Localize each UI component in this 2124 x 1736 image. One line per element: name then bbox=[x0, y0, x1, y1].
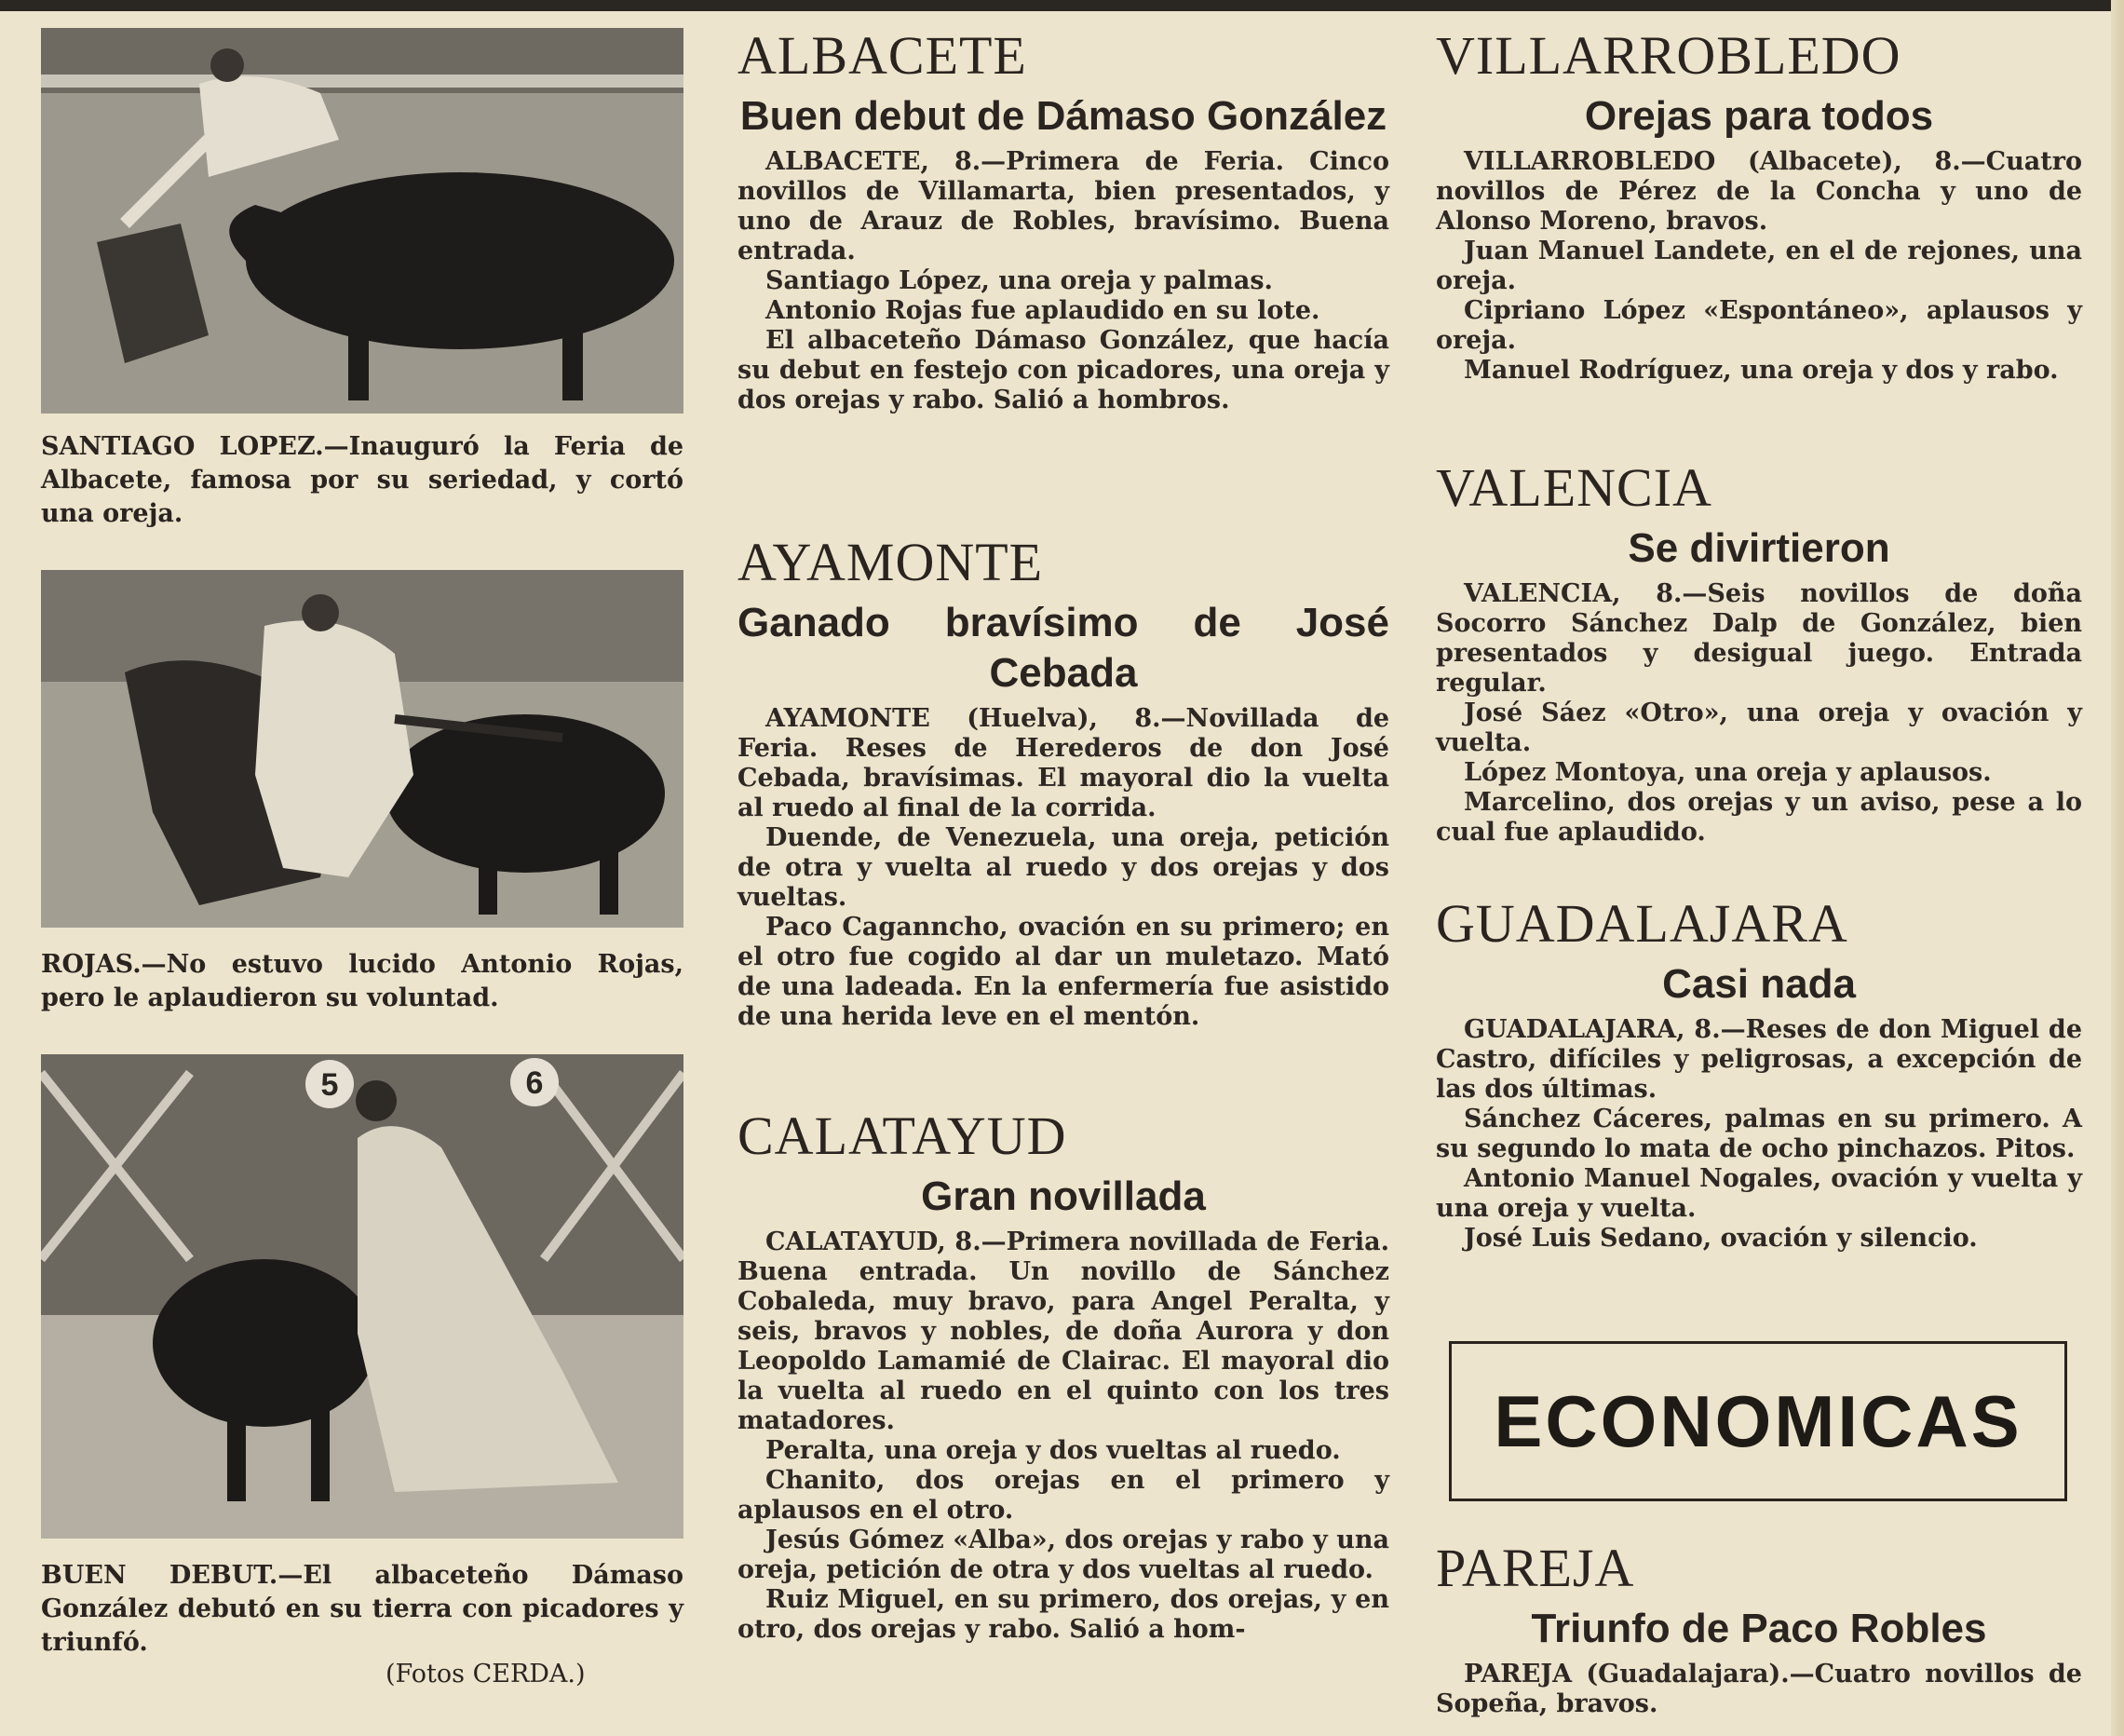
paragraph bbox=[1436, 147, 2082, 237]
dateline: VILLARROBLEDO bbox=[1464, 147, 1716, 176]
paragraph: Chanito, dos orejas en el primero y aplausos en el otro. bbox=[737, 1466, 1389, 1525]
dateline: GUADALAJARA, bbox=[1464, 1015, 1685, 1044]
paragraph bbox=[737, 147, 1389, 266]
paragraph-text: 8.—Primera de Feria. Cinco novillos de Villamarta, bien presentados, y uno de Arauz de Robles, bravísimo. Buena entrada. bbox=[737, 147, 1389, 265]
photo-santiago-lopez bbox=[41, 28, 683, 414]
paragraph-text: (Guadalajara).—Cuatro novillos de Sopeña, bravos. bbox=[1436, 1660, 2082, 1718]
article-albacete bbox=[737, 26, 1389, 415]
caption-text: —No estuvo lucido Antonio Rojas, pero le aplaudieron su voluntad. bbox=[41, 950, 683, 1012]
article-villarrobledo bbox=[1436, 26, 2082, 386]
dateline: CALATAYUD, bbox=[765, 1227, 946, 1256]
kicker-villarrobledo: VILLARROBLEDO bbox=[1436, 25, 1901, 86]
top-rule bbox=[0, 0, 2124, 11]
dateline: PAREJA bbox=[1464, 1660, 1573, 1689]
paragraph: José Luis Sedano, ovación y silencio. bbox=[1464, 1224, 1978, 1253]
photo-rojas bbox=[41, 570, 683, 928]
article-calatayud bbox=[737, 1106, 1389, 1645]
headline-villarrobledo: Orejas para todos bbox=[1584, 93, 1934, 139]
headline-ayamonte: Ganado bravísimo de José Cebada bbox=[737, 600, 1389, 696]
paragraph bbox=[737, 704, 1389, 823]
article-pareja bbox=[1436, 1539, 2082, 1719]
paragraph: López Montoya, una oreja y aplausos. bbox=[1464, 758, 1992, 787]
paragraph: Santiago López, una oreja y palmas. bbox=[765, 266, 1273, 295]
paragraph: Jesús Gómez «Alba», dos orejas y rabo y una oreja, petición de otra y dos vueltas al ruedo. bbox=[737, 1526, 1389, 1584]
caption-text: —El albaceteño Dámaso González debutó en su tierra con picadores y triunfó. bbox=[41, 1561, 683, 1657]
photo-credit: (Fotos CERDA.) bbox=[386, 1660, 586, 1689]
dateline: VALENCIA, bbox=[1464, 579, 1621, 608]
headline-valencia: Se divirtieron bbox=[1628, 525, 1890, 571]
headline-albacete: Buen debut de Dámaso González bbox=[739, 93, 1387, 139]
caption-lead: ROJAS. bbox=[41, 950, 142, 979]
paragraph: Juan Manuel Landete, en el de rejones, una oreja. bbox=[1436, 237, 2082, 295]
paragraph-text: 8.—Primera novillada de Feria. Buena entrada. Un novillo de Sánchez Cobaleda, muy bravo, para Angel Peralta, y seis, bravos y nobles, de doña Aurora y don Leopoldo Lamamié de Clairac. El mayoral dio la vuelta al ruedo en el quinto con los tres matadores. bbox=[737, 1227, 1389, 1435]
kicker-pareja: PAREJA bbox=[1436, 1538, 1635, 1598]
ring-number-5: 5 bbox=[320, 1067, 339, 1103]
caption-rojas bbox=[41, 948, 683, 1015]
caption-lead: SANTIAGO LOPEZ. bbox=[41, 432, 324, 461]
caption-buen-debut bbox=[41, 1559, 683, 1660]
article-valencia bbox=[1436, 458, 2082, 848]
article-ayamonte bbox=[737, 533, 1389, 1032]
paragraph: Antonio Manuel Nogales, ovación y vuelta y una oreja y vuelta. bbox=[1436, 1164, 2082, 1223]
headline-pareja: Triunfo de Paco Robles bbox=[1531, 1606, 1987, 1651]
paragraph-text: 8.—Reses de don Miguel de Castro, difíciles y peligrosas, a excepción de las dos últimas. bbox=[1436, 1015, 2082, 1104]
caption-text: —Inauguró la Feria de Albacete, famosa por su seriedad, y cortó una oreja. bbox=[41, 432, 684, 528]
page-edge bbox=[2111, 0, 2124, 1736]
paragraph bbox=[1436, 1660, 2082, 1719]
paragraph: Sánchez Cáceres, palmas en su primero. A su segundo lo mata de ocho pinchazos. Pitos. bbox=[1436, 1105, 2082, 1163]
paragraph bbox=[1436, 579, 2082, 698]
economicas-ad-box bbox=[1449, 1341, 2067, 1501]
headline-calatayud: Gran novillada bbox=[921, 1173, 1206, 1219]
paragraph: Antonio Rojas fue aplaudido en su lote. bbox=[765, 296, 1320, 325]
ring-number-6: 6 bbox=[525, 1065, 544, 1101]
dateline: AYAMONTE bbox=[765, 704, 930, 733]
headline-guadalajara: Casi nada bbox=[1662, 961, 1856, 1007]
paragraph: Marcelino, dos orejas y un aviso, pese a lo cual fue aplaudido. bbox=[1436, 788, 2082, 847]
caption-lead: BUEN DEBUT. bbox=[41, 1561, 278, 1590]
paragraph: José Sáez «Otro», una oreja y ovación y vuelta. bbox=[1436, 698, 2082, 757]
paragraph: Paco Caganncho, ovación en su primero; en el otro fue cogido al dar un muletazo. Mató de una ladeada. En la enfermería fue asistido de una herida leve en el mentón. bbox=[737, 913, 1389, 1031]
kicker-albacete: ALBACETE bbox=[737, 25, 1027, 86]
paragraph: El albaceteño Dámaso González, que hacía su debut en festejo con picadores, una oreja y dos orejas y rabo. Salió a hombros. bbox=[737, 326, 1389, 414]
dateline: ALBACETE, bbox=[765, 147, 929, 176]
kicker-ayamonte: AYAMONTE bbox=[737, 532, 1044, 592]
caption-santiago-lopez bbox=[41, 430, 683, 531]
paragraph bbox=[1436, 1015, 2082, 1105]
paragraph: Manuel Rodríguez, una oreja y dos y rabo. bbox=[1464, 356, 2059, 385]
article-guadalajara bbox=[1436, 894, 2082, 1254]
kicker-calatayud: CALATAYUD bbox=[737, 1105, 1067, 1166]
paragraph: Peralta, una oreja y dos vueltas al ruedo. bbox=[765, 1436, 1341, 1465]
paragraph-text: 8.—Seis novillos de doña Socorro Sánchez Dalp de González, bien presentados y desigual juego. Entrada regular. bbox=[1436, 579, 2082, 698]
paragraph-text: (Albacete), 8.—Cuatro novillos de Pérez de la Concha y uno de Alonso Moreno, bravos. bbox=[1436, 147, 2082, 236]
kicker-guadalajara: GUADALAJARA bbox=[1436, 893, 1848, 954]
paragraph-text: (Huelva), 8.—Novillada de Feria. Reses de Herederos de don José Cebada, bravísimas. El mayoral dio la vuelta al ruedo al final de la corrida. bbox=[737, 704, 1389, 822]
paragraph: Ruiz Miguel, en su primero, dos orejas, y en otro, dos orejas y rabo. Salió a hom- bbox=[737, 1585, 1389, 1644]
photo-buen-debut bbox=[41, 1054, 683, 1539]
paragraph: Cipriano López «Espontáneo», aplausos y oreja. bbox=[1436, 296, 2082, 355]
paragraph bbox=[737, 1227, 1389, 1436]
paragraph: Duende, de Venezuela, una oreja, petición de otra y vuelta al ruedo y dos orejas y dos vueltas. bbox=[737, 823, 1389, 912]
kicker-valencia: VALENCIA bbox=[1436, 457, 1712, 518]
economicas-heading: ECONOMICAS bbox=[1494, 1379, 2023, 1462]
